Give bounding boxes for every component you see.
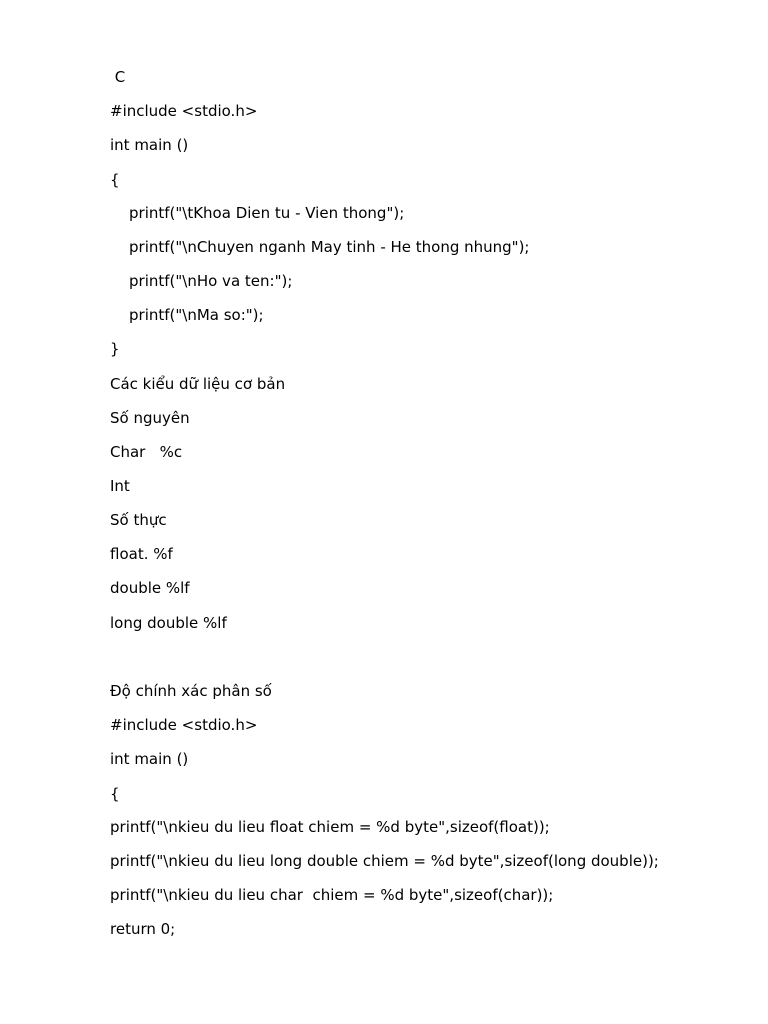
code-line-sizeof-long-double: printf("\nkieu du lieu long double chiem = %d byte",sizeof(long double)); bbox=[110, 852, 659, 870]
code-line-close-brace: } bbox=[110, 340, 120, 358]
code-line-sizeof-float: printf("\nkieu du lieu float chiem = %d byte",sizeof(float)); bbox=[110, 818, 550, 836]
code-line-open-brace-2: { bbox=[110, 785, 120, 803]
code-line-main: int main () bbox=[110, 136, 189, 154]
text-line-float: float. %f bbox=[110, 545, 173, 563]
text-line-double: double %lf bbox=[110, 579, 190, 597]
code-line-printf-4: printf("\nMa so:"); bbox=[129, 306, 264, 324]
code-line-open-brace: { bbox=[110, 171, 120, 189]
section-heading-data-types: Các kiểu dữ liệu cơ bản bbox=[110, 375, 286, 393]
section-heading-precision: Độ chính xác phân số bbox=[110, 682, 272, 700]
text-line-int: Int bbox=[110, 477, 130, 495]
text-line-long-double: long double %lf bbox=[110, 614, 227, 632]
code-line-return: return 0; bbox=[110, 920, 176, 938]
code-line-main-2: int main () bbox=[110, 750, 189, 768]
text-line-real: Số thực bbox=[110, 511, 167, 529]
code-line-include: #include <stdio.h> bbox=[110, 102, 258, 120]
code-line-printf-1: printf("\tKhoa Dien tu - Vien thong"); bbox=[129, 204, 405, 222]
text-line-char: Char %c bbox=[110, 443, 183, 461]
code-line-sizeof-char: printf("\nkieu du lieu char chiem = %d byte",sizeof(char)); bbox=[110, 886, 554, 904]
text-line-integer: Số nguyên bbox=[110, 409, 190, 427]
code-line-include-2: #include <stdio.h> bbox=[110, 716, 258, 734]
code-line-printf-2: printf("\nChuyen nganh May tinh - He thong nhung"); bbox=[129, 238, 530, 256]
section-heading-c: C bbox=[110, 68, 126, 86]
code-line-printf-3: printf("\nHo va ten:"); bbox=[129, 272, 293, 290]
